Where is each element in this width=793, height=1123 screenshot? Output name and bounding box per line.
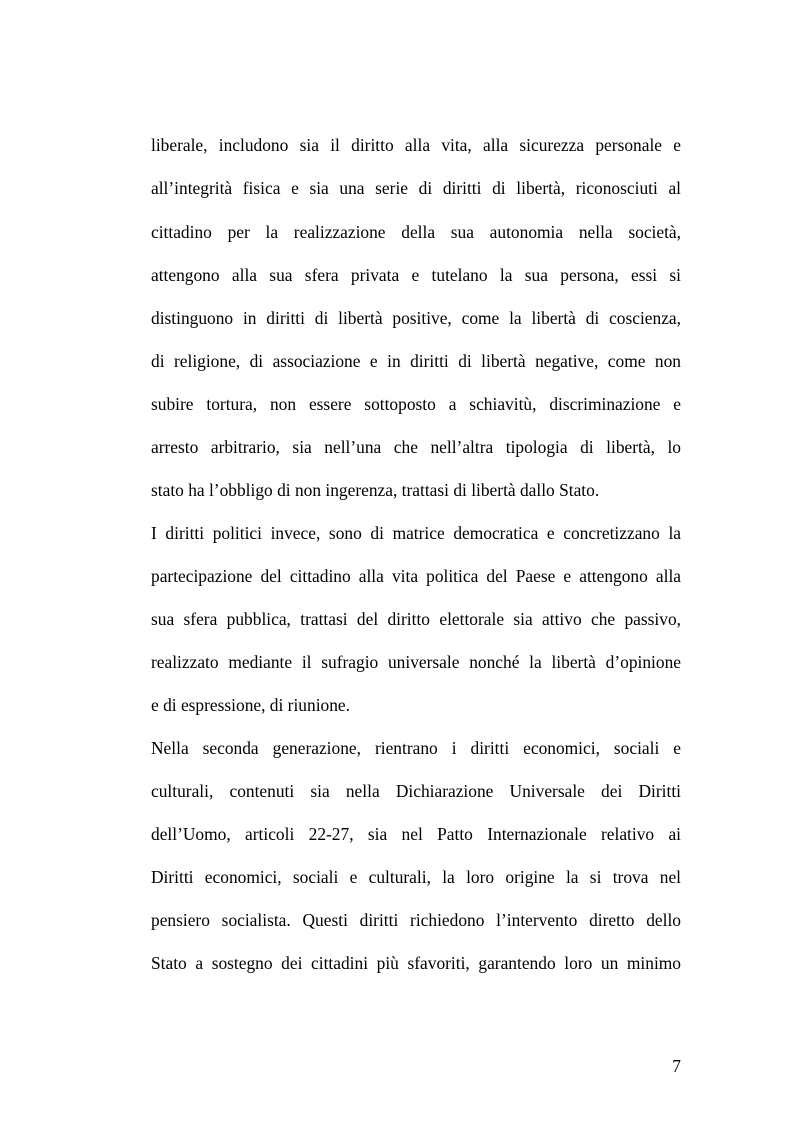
text-line: liberale, includono sia il diritto alla vita, alla sicurezza personale e [151,135,681,155]
text-line: sua sfera pubblica, trattasi del diritto elettorale sia attivo che passivo, [151,609,681,629]
text-line: realizzato mediante il sufragio universale nonché la libertà d’opinione [151,652,681,672]
text-line: I diritti politici invece, sono di matrice democratica e concretizzano la [151,523,681,543]
text-line: pensiero socialista. Questi diritti richiedono l’intervento diretto dello [151,910,681,930]
text-line: e di espressione, di riunione. [151,695,350,715]
text-line: dell’Uomo, articoli 22-27, sia nel Patto Internazionale relativo ai [151,824,681,844]
text-line: partecipazione del cittadino alla vita politica del Paese e attengono alla [151,566,681,586]
text-line: all’integrità fisica e sia una serie di diritti di libertà, riconosciuti al [151,178,681,198]
text-line: culturali, contenuti sia nella Dichiarazione Universale dei Diritti [151,781,681,801]
text-line: Stato a sostegno dei cittadini più sfavoriti, garantendo loro un minimo [151,953,681,973]
text-line: stato ha l’obbligo di non ingerenza, trattasi di libertà dallo Stato. [151,480,600,500]
text-line: Nella seconda generazione, rientrano i diritti economici, sociali e [151,738,681,758]
text-line: Diritti economici, sociali e culturali, la loro origine la si trova nel [151,867,681,887]
page-number: 7 [672,1056,681,1076]
text-line: cittadino per la realizzazione della sua autonomia nella società, [151,222,681,242]
text-line: distinguono in diritti di libertà positive, come la libertà di coscienza, [151,308,681,328]
text-line: di religione, di associazione e in diritti di libertà negative, come non [151,351,681,371]
text-line: attengono alla sua sfera privata e tutelano la sua persona, essi si [151,265,681,285]
text-line: arresto arbitrario, sia nell’una che nell’altra tipologia di libertà, lo [151,437,681,457]
text-line: subire tortura, non essere sottoposto a schiavitù, discriminazione e [151,394,681,414]
